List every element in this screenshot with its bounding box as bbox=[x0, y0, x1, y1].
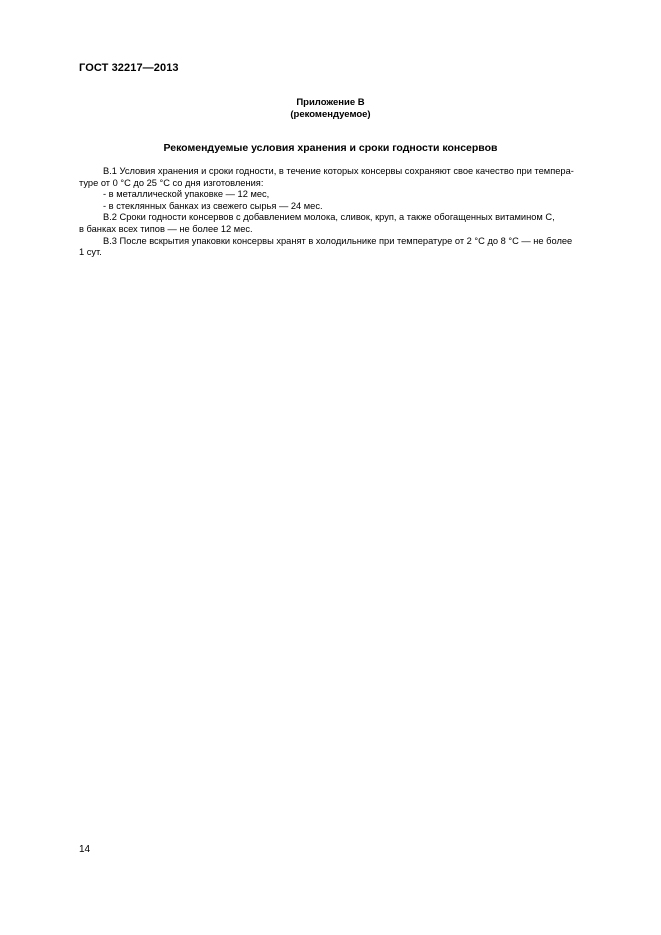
list-item-metal-packaging: - в металлической упаковке — 12 мес, bbox=[103, 189, 270, 200]
appendix-label: Приложение В bbox=[296, 97, 365, 108]
paragraph-b3-line2: 1 сут. bbox=[79, 247, 102, 258]
appendix-title: Рекомендуемые условия хранения и сроки годности консервов bbox=[163, 142, 498, 154]
paragraph-b1-line1: В.1 Условия хранения и сроки годности, в течение которых консервы сохраняют свое качество при темпера- bbox=[103, 166, 574, 176]
paragraph-b2-line2: в банках всех типов — не более 12 мес. bbox=[79, 223, 253, 234]
page-number: 14 bbox=[79, 844, 91, 855]
paragraph-b2-line1: В.2 Сроки годности консервов с добавлением молока, сливок, круп, а также обогащенных витамином С, bbox=[103, 212, 555, 223]
standard-code: ГОСТ 32217—2013 bbox=[79, 62, 179, 74]
appendix-body bbox=[79, 166, 616, 259]
appendix-status: (рекомендуемое) bbox=[290, 108, 371, 120]
paragraph-b1-line2: туре от 0 °С до 25 °С со дня изготовления: bbox=[79, 177, 264, 188]
paragraph-b3-line1: В.3 После вскрытия упаковки консервы хранят в холодильнике при температуре от 2 °С до 8 °С — не более bbox=[103, 235, 573, 246]
list-item-glass-jars: - в стеклянных банках из свежего сырья — 24 мес. bbox=[103, 200, 323, 211]
appendix-heading bbox=[0, 97, 661, 120]
